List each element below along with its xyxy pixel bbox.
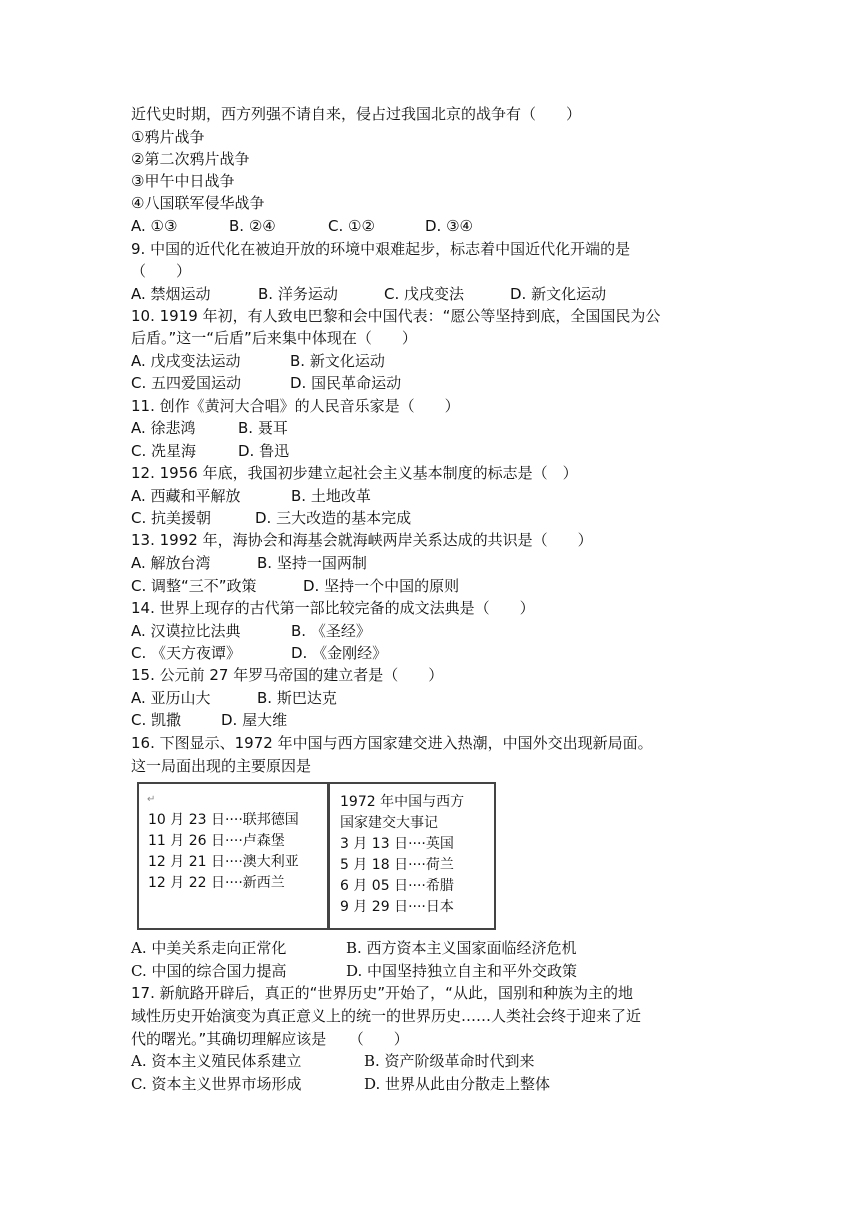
q9-option-a: A. 禁烟运动 <box>131 285 211 303</box>
table-right-title-line1: 1972 年中国与西方 <box>340 794 465 810</box>
table-left-row-1: 10 月 23 日····联邦德国 <box>148 812 299 828</box>
q15-stem: 15. 公元前 27 年罗马帝国的建立者是（ ） <box>131 666 444 684</box>
q14-option-a: A. 汉谟拉比法典 <box>131 622 241 640</box>
q11-stem: 11. 创作《黄河大合唱》的人民音乐家是（ ） <box>131 397 460 415</box>
q9-option-d: D. 新文化运动 <box>510 285 607 303</box>
q16-option-a: A. 中美关系走向正常化 <box>131 939 287 957</box>
q9-stem-line1: 9. 中国的近代化在被迫开放的环境中艰难起步，标志着中国近代化开端的是 <box>131 240 631 258</box>
q10-option-c: C. 五四爱国运动 <box>131 374 242 392</box>
table-left-row-4: 12 月 22 日····新西兰 <box>148 875 285 891</box>
q10-option-b: B. 新文化运动 <box>290 352 385 370</box>
q14-option-b: B. 《圣经》 <box>291 622 371 640</box>
q16-option-b: B. 西方资本主义国家面临经济危机 <box>346 939 577 957</box>
q17-stem-line1: 17. 新航路开辟后，真正的“世界历史”开始了，“从此，国别和种族为主的地 <box>131 984 633 1002</box>
q8-option-c: C. ①② <box>328 217 375 235</box>
q12-stem: 12. 1956 年底，我国初步建立起社会主义基本制度的标志是（ ） <box>131 464 578 482</box>
q15-option-b: B. 斯巴达克 <box>257 689 337 707</box>
table-left-row-3: 12 月 21 日····澳大利亚 <box>148 854 299 870</box>
q12-option-a: A. 西藏和平解放 <box>131 487 241 505</box>
q13-stem: 13. 1992 年，海协会和海基会就海峡两岸关系达成的共识是（ ） <box>131 531 593 549</box>
q17-option-a: A. 资本主义殖民体系建立 <box>131 1052 302 1070</box>
table-right-row-1: 3 月 13 日····英国 <box>340 836 454 852</box>
q11-option-b: B. 聂耳 <box>238 419 288 437</box>
q15-option-a: A. 亚历山大 <box>131 689 211 707</box>
q10-option-a: A. 戊戌变法运动 <box>131 352 241 370</box>
q15-option-c: C. 凯撒 <box>131 711 182 729</box>
q17-stem-line3: 代的曙光。”其确切理解应该是 （ ） <box>131 1030 409 1048</box>
q10-stem-line2: 后盾。”这一“后盾”后来集中体现在（ ） <box>131 329 417 347</box>
q8-option-a: A. ①③ <box>131 217 178 235</box>
q11-option-a: A. 徐悲鸿 <box>131 419 196 437</box>
q16-option-c: C. 中国的综合国力提高 <box>131 962 287 980</box>
q12-option-d: D. 三大改造的基本完成 <box>255 509 412 527</box>
q10-option-d: D. 国民革命运动 <box>290 374 402 392</box>
q12-option-c: C. 抗美援朝 <box>131 509 212 527</box>
q8-item-3: ③甲午中日战争 <box>131 172 235 190</box>
q9-stem-line2: （ ） <box>131 262 192 280</box>
q8-item-2: ②第二次鸦片战争 <box>131 150 250 168</box>
q10-stem-line1: 10. 1919 年初，有人致电巴黎和会中国代表：“愿公等坚持到底，全国国民为公 <box>131 307 661 325</box>
q14-stem: 14. 世界上现存的古代第一部比较完备的成文法典是（ ） <box>131 599 535 617</box>
q16-stem-line1: 16. 下图显示、1972 年中国与西方国家建交进入热潮，中国外交出现新局面。 <box>131 734 653 752</box>
q17-option-d: D. 世界从此由分散走上整体 <box>364 1075 551 1093</box>
table-left-row-2: 11 月 26 日····卢森堡 <box>148 833 285 849</box>
q9-option-c: C. 戊戌变法 <box>384 285 465 303</box>
q17-option-c: C. 资本主义世界市场形成 <box>131 1075 302 1093</box>
q8-option-d: D. ③④ <box>425 217 473 235</box>
table-right-row-4: 9 月 29 日····日本 <box>340 899 454 915</box>
diplomacy-table-right <box>328 782 496 930</box>
q8-stem: 近代史时期，西方列强不请自来，侵占过我国北京的战争有（ ） <box>131 105 582 123</box>
q8-item-1: ①鸦片战争 <box>131 128 205 146</box>
q16-stem-line2: 这一局面出现的主要原因是 <box>131 757 312 775</box>
q9-option-b: B. 洋务运动 <box>258 285 338 303</box>
table-right-title-line2: 国家建交大事记 <box>340 815 438 831</box>
q11-option-d: D. 鲁迅 <box>238 442 290 460</box>
q13-option-d: D. 坚持一个中国的原则 <box>303 577 460 595</box>
q12-option-b: B. 土地改革 <box>291 487 371 505</box>
q11-option-c: C. 冼星海 <box>131 442 197 460</box>
q17-stem-line2: 域性历史开始演变为真正意义上的统一的世界历史……人类社会终于迎来了近 <box>131 1007 642 1025</box>
diplomacy-table-left <box>137 782 329 930</box>
q13-option-c: C. 调整“三不”政策 <box>131 577 257 595</box>
q8-item-4: ④八国联军侵华战争 <box>131 194 265 212</box>
q14-option-d: D. 《金刚经》 <box>291 644 388 662</box>
q13-option-a: A. 解放台湾 <box>131 554 211 572</box>
q16-option-d: D. 中国坚持独立自主和平外交政策 <box>346 962 578 980</box>
q17-option-b: B. 资产阶级革命时代到来 <box>364 1052 535 1070</box>
q15-option-d: D. 屋大维 <box>221 711 288 729</box>
q14-option-c: C. 《天方夜谭》 <box>131 644 242 662</box>
q13-option-b: B. 坚持一国两制 <box>257 554 367 572</box>
table-right-row-3: 6 月 05 日····希腊 <box>340 878 454 894</box>
paragraph-mark-icon: ↵ <box>147 794 156 805</box>
q8-option-b: B. ②④ <box>229 217 276 235</box>
table-right-row-2: 5 月 18 日····荷兰 <box>340 857 454 873</box>
